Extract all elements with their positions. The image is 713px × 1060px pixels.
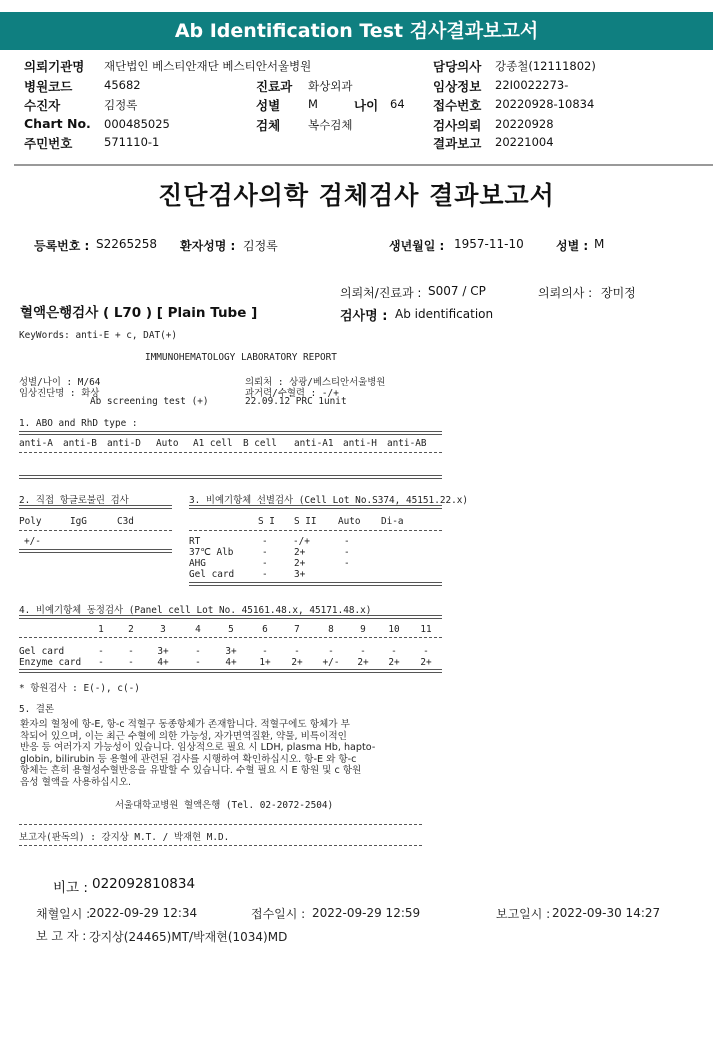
blood-bank-title: 혈액은행검사 ( L70 ) [ Plain Tube ] — [20, 305, 258, 321]
org-value: 재단법인 베스티안재단 베스티안서울병원 — [104, 59, 312, 73]
screen-col: Auto — [338, 516, 361, 527]
panel-cell: - — [328, 646, 334, 657]
screen-col: Di-a — [381, 516, 404, 527]
draw-value: 2022-09-29 12:34 — [89, 906, 198, 920]
screen-cell: 2+ — [294, 547, 306, 558]
note-label: 비고 : — [53, 880, 88, 896]
screen-cell: - — [344, 536, 350, 547]
conclusion-line: 반응 등 여러가지 가능성이 있습니다. 임상적으로 필요 시 LDH, plasma Hb, hapto- — [20, 742, 376, 754]
age-value: 64 — [390, 97, 405, 111]
reporter-bottom-rule — [19, 845, 422, 846]
dob-label: 생년월일 : — [389, 239, 445, 253]
screen-bottom-rule — [189, 582, 442, 586]
receipt-value: 20220928-10834 — [495, 97, 595, 111]
transfusion-line: 22.09.12 PRC 1unit — [245, 396, 347, 407]
header-divider — [14, 164, 713, 166]
panel-row-label: Gel card — [19, 646, 65, 657]
antigen-test: * 항원검사 : E(-), c(-) — [19, 683, 140, 694]
report-title: 진단검사의학 검체검사 결과보고서 — [158, 181, 555, 210]
panel-cell-header: 3 — [160, 624, 166, 635]
screen-cell: -/+ — [293, 536, 310, 547]
sex-label-2: 성별 : — [556, 239, 589, 253]
hospital-line: 서울대학교병원 혈액은행 (Tel. 02-2072-2504) — [115, 800, 334, 811]
chart-value: 000485025 — [104, 117, 170, 131]
history-line: 과거력/수혈력 : -/+ — [245, 388, 339, 399]
panel-cell: - — [294, 646, 300, 657]
ref-doctor-label: 의뢰의사 : — [538, 286, 593, 300]
conclusion-line: 항체는 흔히 용혈성수혈반응을 유발할 수 있습니다. 수혈 필요 시 E 항원 및 c 항원 — [20, 765, 362, 777]
dat-col: C3d — [117, 516, 134, 527]
abo-col: anti-D — [107, 438, 141, 449]
abo-top-rule — [19, 431, 442, 435]
abo-col: Auto — [156, 438, 179, 449]
section-abo: 1. ABO and RhD type : — [19, 418, 138, 429]
screen-cell: 2+ — [294, 558, 306, 569]
sex-value: M — [308, 97, 318, 111]
screen-cell: - — [344, 558, 350, 569]
draw-label: 채혈일시 : — [36, 907, 91, 921]
dept-label: 진료과 — [256, 79, 293, 94]
panel-cell: - — [128, 646, 134, 657]
dat-top-rule — [19, 505, 172, 509]
screen-phase: RT — [189, 536, 201, 547]
code-value: 45682 — [104, 78, 141, 92]
patient-label: 수진자 — [24, 98, 61, 113]
dat-mid-rule — [19, 530, 172, 531]
conclusion-line: globin, bilirubin 등 용혈에 관련된 검사를 시행하여 확인하십시오. 항-E 와 항-c — [20, 753, 357, 765]
code-label: 병원코드 — [24, 79, 73, 94]
panel-cell-header: 4 — [195, 624, 201, 635]
rrn-label: 주민번호 — [24, 136, 73, 151]
chart-label: Chart No. — [24, 116, 91, 131]
reporter-top-rule — [19, 824, 422, 825]
screen-phase: AHG — [189, 558, 206, 569]
screen-cell: - — [262, 569, 268, 580]
report-value: 20221004 — [495, 135, 554, 149]
lab-report-title: IMMUNOHEMATOLOGY LABORATORY REPORT — [145, 352, 337, 363]
reporter-line: 보고자(판독의) : 강지상 M.T. / 박재현 M.D. — [19, 832, 230, 843]
section-panel: 4. 비예기항체 동정검사 (Panel cell Lot No. 45161.48.x, 45171.48.x) — [19, 605, 372, 616]
test-name-value: Ab identification — [395, 307, 494, 321]
panel-cell: - — [262, 646, 268, 657]
sex-label: 성별 — [256, 98, 281, 113]
panel-cell: - — [391, 646, 397, 657]
sex-age-line: 성별/나이 : M/64 — [19, 377, 101, 388]
reporter-label: 보 고 자 : — [36, 929, 87, 943]
panel-cell-header: 9 — [360, 624, 366, 635]
screen-phase: 37℃ Alb — [189, 547, 234, 558]
dept-label-2: 의뢰처/진료과 : — [340, 286, 422, 300]
report-banner-title: Ab Identification Test 검사결과보고서 — [0, 12, 713, 50]
panel-cell-header: 7 — [294, 624, 300, 635]
diagnosis-line: 임상진단명 : 화상 — [19, 388, 100, 399]
specimen-label: 검체 — [256, 118, 281, 133]
panel-cell: 2+ — [420, 657, 432, 668]
screen-cell: - — [262, 558, 268, 569]
panel-cell: - — [98, 646, 104, 657]
panel-cell-header: 5 — [228, 624, 234, 635]
panel-cell: 4+ — [225, 657, 237, 668]
conclusion-line: 음성 혈액을 사용하십시오. — [20, 776, 132, 788]
report-label: 결과보고 — [433, 136, 482, 151]
dat-col: IgG — [70, 516, 87, 527]
panel-cell: 3+ — [225, 646, 237, 657]
org-label: 의뢰기관명 — [24, 59, 85, 74]
section-dat: 2. 직접 항글로불린 검사 — [19, 495, 129, 506]
report-time-value: 2022-09-30 14:27 — [552, 906, 661, 920]
abo-col: anti-B — [63, 438, 97, 449]
screen-cell: - — [262, 547, 268, 558]
reg-label: 등록번호 : — [34, 239, 90, 253]
screen-line: Ab screening test (+) — [90, 396, 209, 407]
panel-cell-header: 1 — [98, 624, 104, 635]
reg-value: S2265258 — [96, 237, 158, 251]
receipt-time-label: 접수일시 : — [251, 907, 306, 921]
doctor-value: 강종철(12111802) — [495, 59, 596, 73]
reporter-value: 강지상(24465)MT/박재현(1034)MD — [89, 930, 288, 944]
screen-cell: - — [344, 547, 350, 558]
request-label: 검사의뢰 — [433, 118, 482, 133]
panel-cell: 4+ — [157, 657, 169, 668]
clinical-value: 22I0022273- — [495, 78, 569, 92]
abo-col: anti-A — [19, 438, 53, 449]
panel-cell: 2+ — [388, 657, 400, 668]
panel-mid-rule — [19, 637, 442, 638]
panel-cell: - — [360, 646, 366, 657]
conclusion-line: 환자의 혈청에 항-E, 항-c 적혈구 동종항체가 존재합니다. 적혈구에도 항체가 부 — [20, 719, 350, 730]
screen-cell: - — [262, 536, 268, 547]
panel-row-label: Enzyme card — [19, 657, 82, 668]
abo-col: anti-AB — [387, 438, 427, 449]
panel-bottom-rule — [19, 669, 442, 673]
panel-cell: - — [98, 657, 104, 668]
section-screening: 3. 비예기항체 선별검사 (Cell Lot No.S374, 45151.22.x) — [189, 495, 469, 506]
dept-value: 화상외과 — [308, 79, 353, 93]
screen-col: S I — [258, 516, 275, 527]
report-time-label: 보고일시 : — [496, 907, 551, 921]
panel-cell: 2+ — [291, 657, 303, 668]
panel-cell-header: 10 — [388, 624, 400, 635]
screen-top-rule — [189, 505, 442, 509]
keywords: KeyWords: anti-E + c, DAT(+) — [19, 330, 178, 341]
conclusion-line: 착되어 있으며, 이는 최근 수혈에 의한 가능성, 자가면역질환, 약물, 비특이적인 — [20, 730, 347, 742]
dob-value: 1957-11-10 — [454, 237, 524, 251]
rrn-value: 571110-1 — [104, 135, 160, 149]
panel-cell-header: 8 — [328, 624, 334, 635]
panel-cell: 1+ — [259, 657, 271, 668]
panel-cell: 2+ — [357, 657, 369, 668]
panel-cell: +/- — [322, 657, 340, 668]
receipt-time-value: 2022-09-29 12:59 — [312, 906, 421, 920]
doctor-label: 담당의사 — [433, 59, 482, 74]
ref-doctor-value: 장미정 — [601, 286, 636, 300]
clinical-label: 임상정보 — [433, 79, 482, 94]
conclusion-text — [20, 719, 460, 789]
abo-col: B cell — [243, 438, 277, 449]
note-value: 022092810834 — [92, 876, 196, 892]
panel-cell-header: 11 — [420, 624, 432, 635]
screen-cell: 3+ — [294, 569, 306, 580]
panel-cell-header: 2 — [128, 624, 134, 635]
abo-col: anti-H — [343, 438, 377, 449]
abo-bottom-rule — [19, 475, 442, 479]
panel-cell: - — [423, 646, 429, 657]
test-name-label: 검사명 : — [340, 309, 388, 324]
requester-line: 의뢰처 : 상광/베스티안서울병원 — [245, 377, 386, 388]
panel-cell-header: 6 — [262, 624, 268, 635]
sex-value-2: M — [594, 237, 605, 251]
specimen-value: 복수검체 — [308, 118, 353, 132]
dat-bottom-rule — [19, 549, 172, 553]
dat-value: +/- — [24, 536, 41, 547]
panel-cell: - — [195, 646, 201, 657]
name-value: 김정록 — [243, 239, 278, 253]
request-value: 20220928 — [495, 117, 554, 131]
name-label: 환자성명 : — [180, 239, 236, 253]
screen-phase: Gel card — [189, 569, 235, 580]
abo-col: anti-A1 — [294, 438, 334, 449]
panel-cell: - — [128, 657, 134, 668]
section-conclusion: 5. 결론 — [19, 704, 55, 715]
abo-col: A1 cell — [193, 438, 233, 449]
panel-cell: - — [195, 657, 201, 668]
age-label: 나이 — [354, 98, 379, 113]
patient-value: 김정록 — [104, 98, 138, 112]
screen-col: S II — [294, 516, 317, 527]
dept-value-2: S007 / CP — [428, 284, 486, 298]
dat-col: Poly — [19, 516, 42, 527]
panel-cell: 3+ — [157, 646, 169, 657]
abo-mid-rule — [19, 452, 442, 453]
screen-mid-rule — [189, 530, 442, 531]
receipt-label: 접수번호 — [433, 98, 482, 113]
panel-top-rule — [19, 615, 442, 619]
